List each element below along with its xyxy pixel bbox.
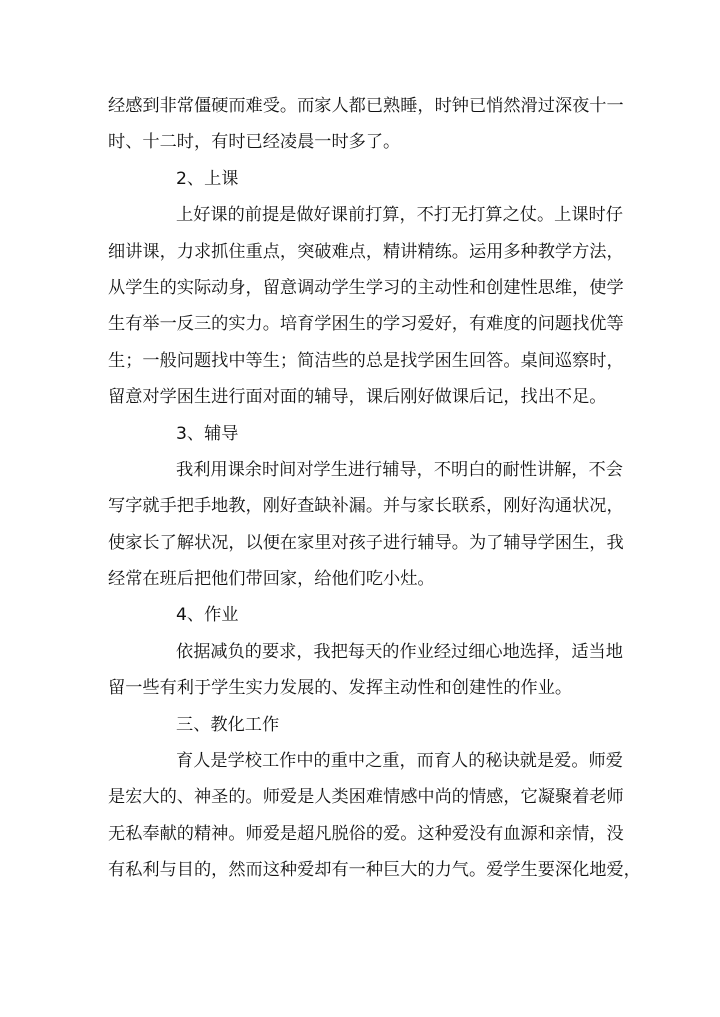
paragraph-line: 经感到非常僵硬而难受。而家人都已熟睡，时钟已悄然滑过深夜十一	[108, 96, 624, 116]
paragraph-line: 育人是学校工作中的重中之重，而育人的秘诀就是爱。师爱	[176, 751, 623, 772]
paragraph-line: 从学生的实际动身，留意调动学生学习的主动性和创建性思维，使学	[108, 277, 624, 298]
paragraph-line: 使家长了解状况，以便在家里对孩子进行辅导。为了辅导学困生，我	[108, 532, 624, 553]
paragraph-line: 生；一般问题找中等生；简洁些的总是找学困生回答。桌间巡察时，	[108, 350, 624, 371]
paragraph-line: 留一些有利于学生实力发展的、发挥主动性和创建性的作业。	[108, 678, 573, 699]
paragraph-line: 无私奉献的精神。师爱是超凡脱俗的爱。这种爱没有血源和亲情，没	[108, 823, 624, 844]
paragraph-line: 留意对学困生进行面对面的辅导，课后刚好做课后记，找出不足。	[108, 387, 607, 408]
paragraph-line: 是宏大的、神圣的。师爱是人类困难情感中尚的情感，它凝聚着老师	[108, 787, 624, 808]
paragraph-line: 写字就手把手地教，刚好查缺补漏。并与家长联系，刚好沟通状况，	[108, 496, 624, 517]
paragraph-line: 我利用课余时间对学生进行辅导，不明白的耐性讲解，不会	[176, 459, 623, 480]
paragraph-line: 经常在班后把他们带回家，给他们吃小灶。	[108, 569, 435, 590]
section-heading-education: 三、教化工作	[176, 714, 280, 735]
paragraph-line: 细讲课，力求抓住重点，突破难点，精讲精练。运用多种教学方法，	[108, 241, 624, 262]
document-body	[108, 88, 641, 889]
paragraph-line: 生有举一反三的实力。培育学困生的学习爱好，有难度的问题找优等	[108, 314, 624, 335]
paragraph-line: 时、十二时，有时已经凌晨一时多了。	[108, 132, 401, 153]
paragraph-line: 上好课的前提是做好课前打算，不打无打算之仗。上课时仔	[176, 205, 623, 226]
section-heading-homework: 4、作业	[176, 605, 239, 626]
paragraph-line: 有私利与目的，然而这种爱却有一种巨大的力气。爱学生要深化地爱，	[108, 860, 641, 881]
paragraph-line: 依据减负的要求，我把每天的作业经过细心地选择，适当地	[176, 641, 623, 662]
section-heading-tutoring: 3、辅导	[176, 423, 239, 444]
section-heading-teaching: 2、上课	[176, 168, 239, 189]
